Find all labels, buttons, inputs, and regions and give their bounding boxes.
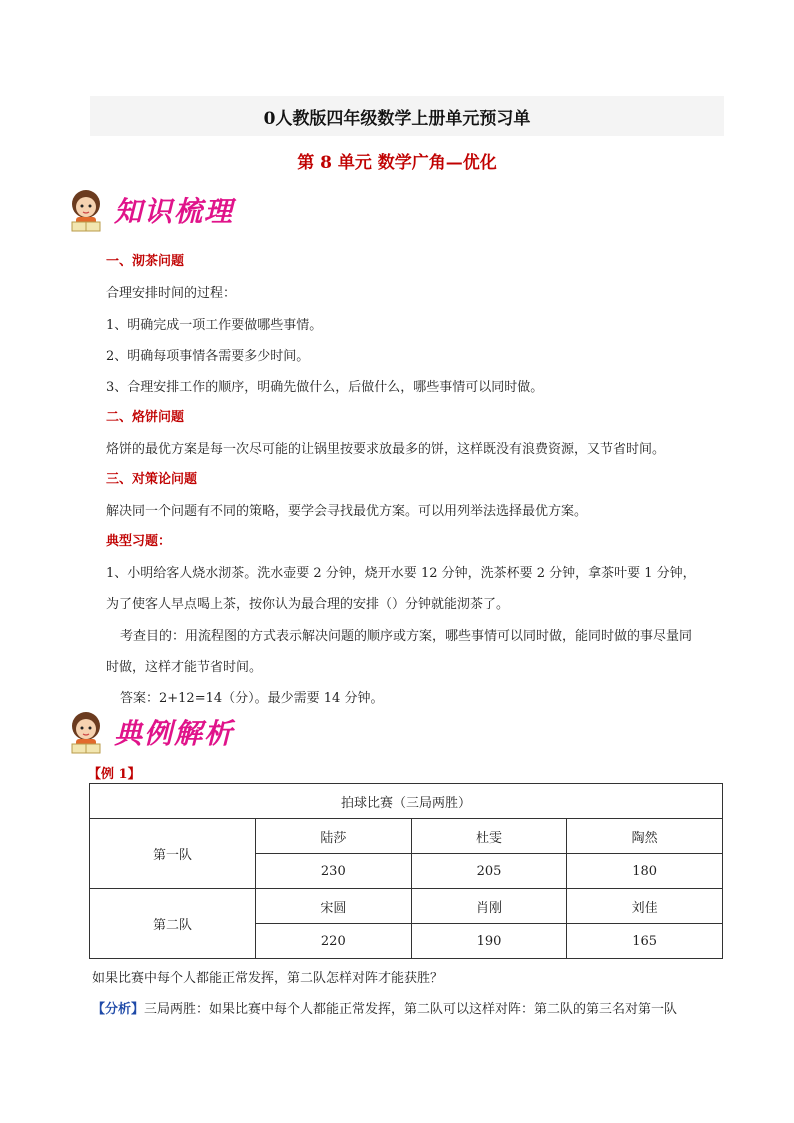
section-banner-knowledge: [64, 186, 264, 234]
team2-label: 第二队: [90, 889, 256, 959]
table-cell: 180: [567, 854, 723, 889]
student-reading-icon: [64, 708, 110, 756]
paragraph: 烙饼的最优方案是每一次尽可能的让锅里按要求放最多的饼，这样既没有浪费资源，又节省时间。: [106, 442, 666, 457]
table-cell: 205: [411, 854, 567, 889]
analysis-tag: 【分析】: [92, 1002, 145, 1017]
paragraph: 考查目的：用流程图的方式表示解决问题的顺序或方案，哪些事情可以同时做，能同时做的事尽量同: [120, 629, 693, 644]
table-cell: 230: [256, 854, 412, 889]
paragraph: 2、明确每项事情各需要多少时间。: [106, 349, 310, 364]
table-caption: 拍球比赛（三局两胜）: [90, 784, 723, 819]
table-cell: 肖刚: [411, 889, 567, 924]
score-table: [89, 783, 723, 959]
table-cell: 刘佳: [567, 889, 723, 924]
paragraph: 1、小明给客人烧水沏茶。洗水壶要 2 分钟，烧开水要 12 分钟，洗茶杯要 2 分钟，拿茶叶要 1 分钟，: [106, 566, 696, 581]
paragraph: 为了使客人早点喝上茶，按你认为最合理的安排（）分钟就能沏茶了。: [106, 597, 510, 612]
heading-pancake: 二、烙饼问题: [106, 410, 185, 425]
question-text: 如果比赛中每个人都能正常发挥，第二队怎样对阵才能获胜？: [92, 971, 444, 986]
paragraph: 解决同一个问题有不同的策略，要学会寻找最优方案。可以用列举法选择最优方案。: [106, 504, 588, 519]
paragraph: 答案：2+12=14（分）。最少需要 14 分钟。: [120, 691, 384, 706]
paragraph: 时做，这样才能节省时间。: [106, 660, 263, 675]
section-banner-text: 知识梳理: [114, 195, 235, 228]
unit-title: 第 8 单元 数学广角—优化: [297, 153, 497, 173]
student-reading-icon: [64, 186, 110, 234]
analysis-paragraph: [92, 998, 677, 1017]
table-cell: 165: [567, 924, 723, 959]
team1-label: 第一队: [90, 819, 256, 889]
example-label: 【例 1】: [88, 767, 141, 782]
table-cell: 陶然: [567, 819, 723, 854]
table-cell: 陆莎: [256, 819, 412, 854]
table-cell: 220: [256, 924, 412, 959]
paragraph: 1、明确完成一项工作要做哪些事情。: [106, 318, 323, 333]
analysis-text: 三局两胜：如果比赛中每个人都能正常发挥，第二队可以这样对阵：第二队的第三名对第一队: [144, 1002, 678, 1017]
page-title: 0人教版四年级数学上册单元预习单: [263, 109, 531, 129]
paragraph: 合理安排时间的过程：: [106, 286, 237, 301]
heading-typical: 典型习题：: [106, 534, 172, 549]
table-cell: 宋圆: [256, 889, 412, 924]
section-banner-text: 典例解析: [114, 717, 235, 750]
table-cell: 190: [411, 924, 567, 959]
heading-strategy: 三、对策论问题: [106, 472, 198, 487]
paragraph: 3、合理安排工作的顺序，明确先做什么，后做什么，哪些事情可以同时做。: [106, 380, 544, 395]
table-cell: 杜雯: [411, 819, 567, 854]
heading-tea: 一、沏茶问题: [106, 254, 185, 269]
section-banner-examples: [64, 708, 264, 756]
